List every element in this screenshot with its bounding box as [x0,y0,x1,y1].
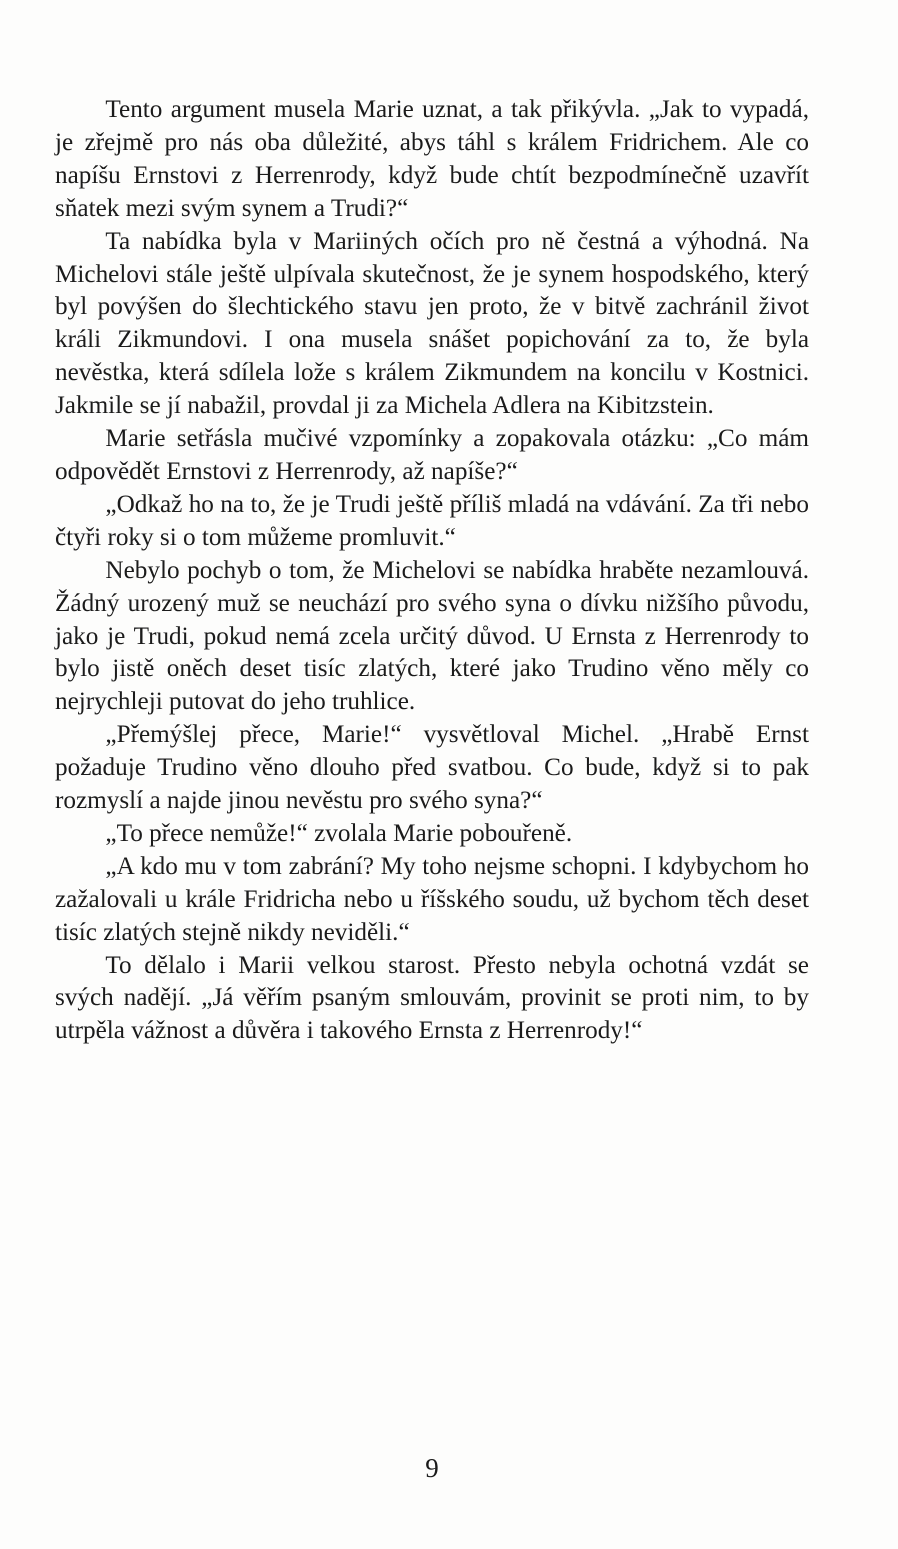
paragraph-7: „To přece nemůže!“ zvolala Marie pobouřeně. [105,819,573,847]
paragraph-1: Tento argument musela Marie uznat, a tak přikývla. „Jak to vypadá, je zřejmě pro nás oba důležité, abys táhl s králem Fridrichem. Ale co napíšu Ernstovi z Herrenrody, když bude chtít bezpodmínečně uzavřít sňatek mezi svým synem a Trudi?“ [55,96,809,222]
paragraph-3: Marie setřásla mučivé vzpomínky a zopakovala otázku: „Co mám odpovědět Ernstovi z Herrenrody, až napíše?“ [55,425,809,485]
paragraph-8: „A kdo mu v tom zabrání? My toho nejsme schopni. I kdybychom ho zažalovali u krále Fridricha nebo u říšského soudu, už bychom těch deset tisíc zlatých stejně nikdy neviděli.“ [55,852,809,946]
page-number: 9 [425,1453,439,1483]
paragraph-2: Ta nabídka byla v Mariiných očích pro ně čestná a výhodná. Na Michelovi stále ještě ulpívala skutečnost, že je synem hospodského, který byl povýšen do šlechtického stavu jen proto, že v bitvě zachránil život králi Zikmundovi. I ona musela snášet popichování za to, že byla nevěstka, která sdílela lože s králem Zikmundem na koncilu v Kostnici. Jakmile se jí nabažil, provdal ji za Michela Adlera na Kibitzstein. [55,227,809,420]
body-text [55,94,809,1048]
paragraph-6: „Přemýšlej přece, Marie!“ vysvětloval Michel. „Hrabě Ernst požaduje Trudino věno dlouho před svatbou. Co bude, když si to pak rozmyslí a najde jinou nevěstu pro svého syna?“ [55,721,809,815]
paragraph-4: „Odkaž ho na to, že je Trudi ještě příliš mladá na vdávání. Za tři nebo čtyři roky si o tom můžeme promluvit.“ [55,490,809,551]
paragraph-5: Nebylo pochyb o tom, že Michelovi se nabídka hraběte nezamlouvá. Žádný urozený muž se neuchází pro svého syna o dívku nižšího původu, jako je Trudi, pokud nemá zcela určitý důvod. U Ernsta z Herrenrody to bylo jistě oněch deset tisíc zlatých, které jako Trudino věno měly co nejrychleji putovat do jeho truhlice. [55,556,809,716]
paragraph-9: To dělalo i Marii velkou starost. Přesto nebyla ochotná vzdát se svých nadějí. „Já věřím psaným smlouvám, provinit se proti nim, to by utrpěla vážnost a důvěra i takového Ernsta z Herrenrody!“ [55,951,809,1045]
